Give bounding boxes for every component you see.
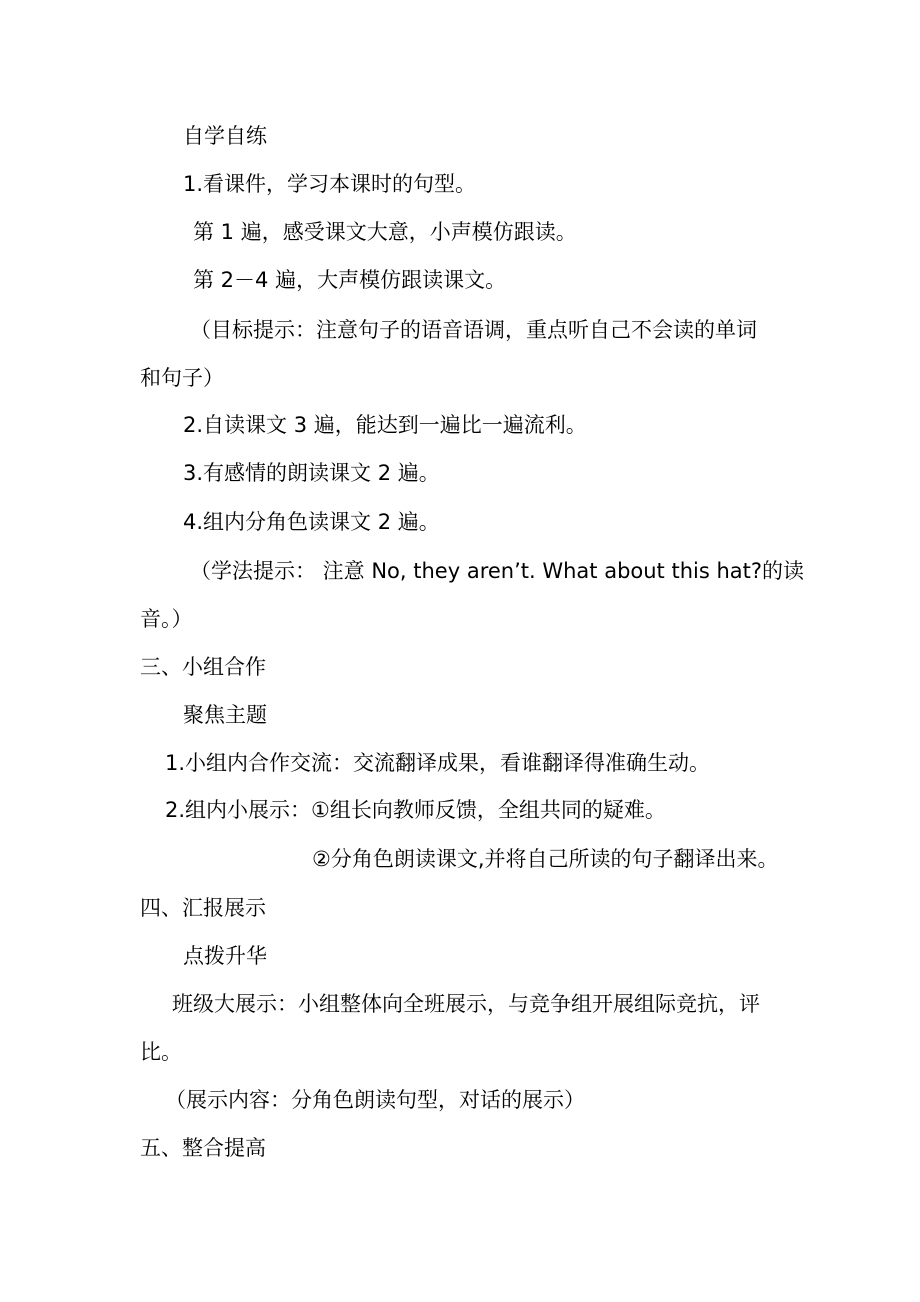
method-hint-line-2: 音。） [140, 607, 193, 631]
class-show-line-2: 比。 [140, 1040, 182, 1064]
goal-hint-line-2: 和句子） [140, 366, 224, 390]
class-show-line-1: 班级大展示：小组整体向全班展示，与竞争组开展组际竞抗，评 [172, 992, 760, 1016]
group-item-2: 2.组内小展示：①组长向教师反馈，全组共同的疑难。 [165, 798, 666, 822]
reading-pass-1: 第 1 遍，感受课文大意，小声模仿跟读。 [193, 220, 577, 244]
subheading-guidance: 点拨升华 [183, 944, 267, 968]
goal-hint-line-1: （目标提示：注意句子的语音语调，重点听自己不会读的单词 [190, 318, 757, 342]
heading-self-study: 自学自练 [183, 124, 267, 148]
show-content-note: （展示内容：分角色朗读句型，对话的展示） [165, 1088, 585, 1112]
group-item-1: 1.小组内合作交流：交流翻译成果，看谁翻译得准确生动。 [165, 751, 711, 775]
step-1-courseware: 1.看课件，学习本课时的句型。 [183, 172, 477, 196]
step-3-emotional-read: 3.有感情的朗读课文 2 遍。 [183, 461, 440, 485]
group-item-2-continued: ②分角色朗读课文,并将自己所读的句子翻译出来。 [312, 847, 779, 871]
method-hint-line-1: （学法提示： 注意 No, they aren’t. What about this hat?的读 [190, 559, 805, 583]
step-4-role-read: 4.组内分角色读课文 2 遍。 [183, 510, 440, 534]
reading-pass-2-4: 第 2－4 遍，大声模仿跟读课文。 [193, 268, 507, 292]
subheading-focus-topic: 聚焦主题 [183, 703, 267, 727]
step-2-self-read: 2.自读课文 3 遍，能达到一遍比一遍流利。 [183, 413, 587, 437]
section-4-heading: 四、汇报展示 [140, 896, 266, 920]
section-5-heading: 五、整合提高 [140, 1136, 266, 1160]
section-3-heading: 三、小组合作 [140, 655, 266, 679]
